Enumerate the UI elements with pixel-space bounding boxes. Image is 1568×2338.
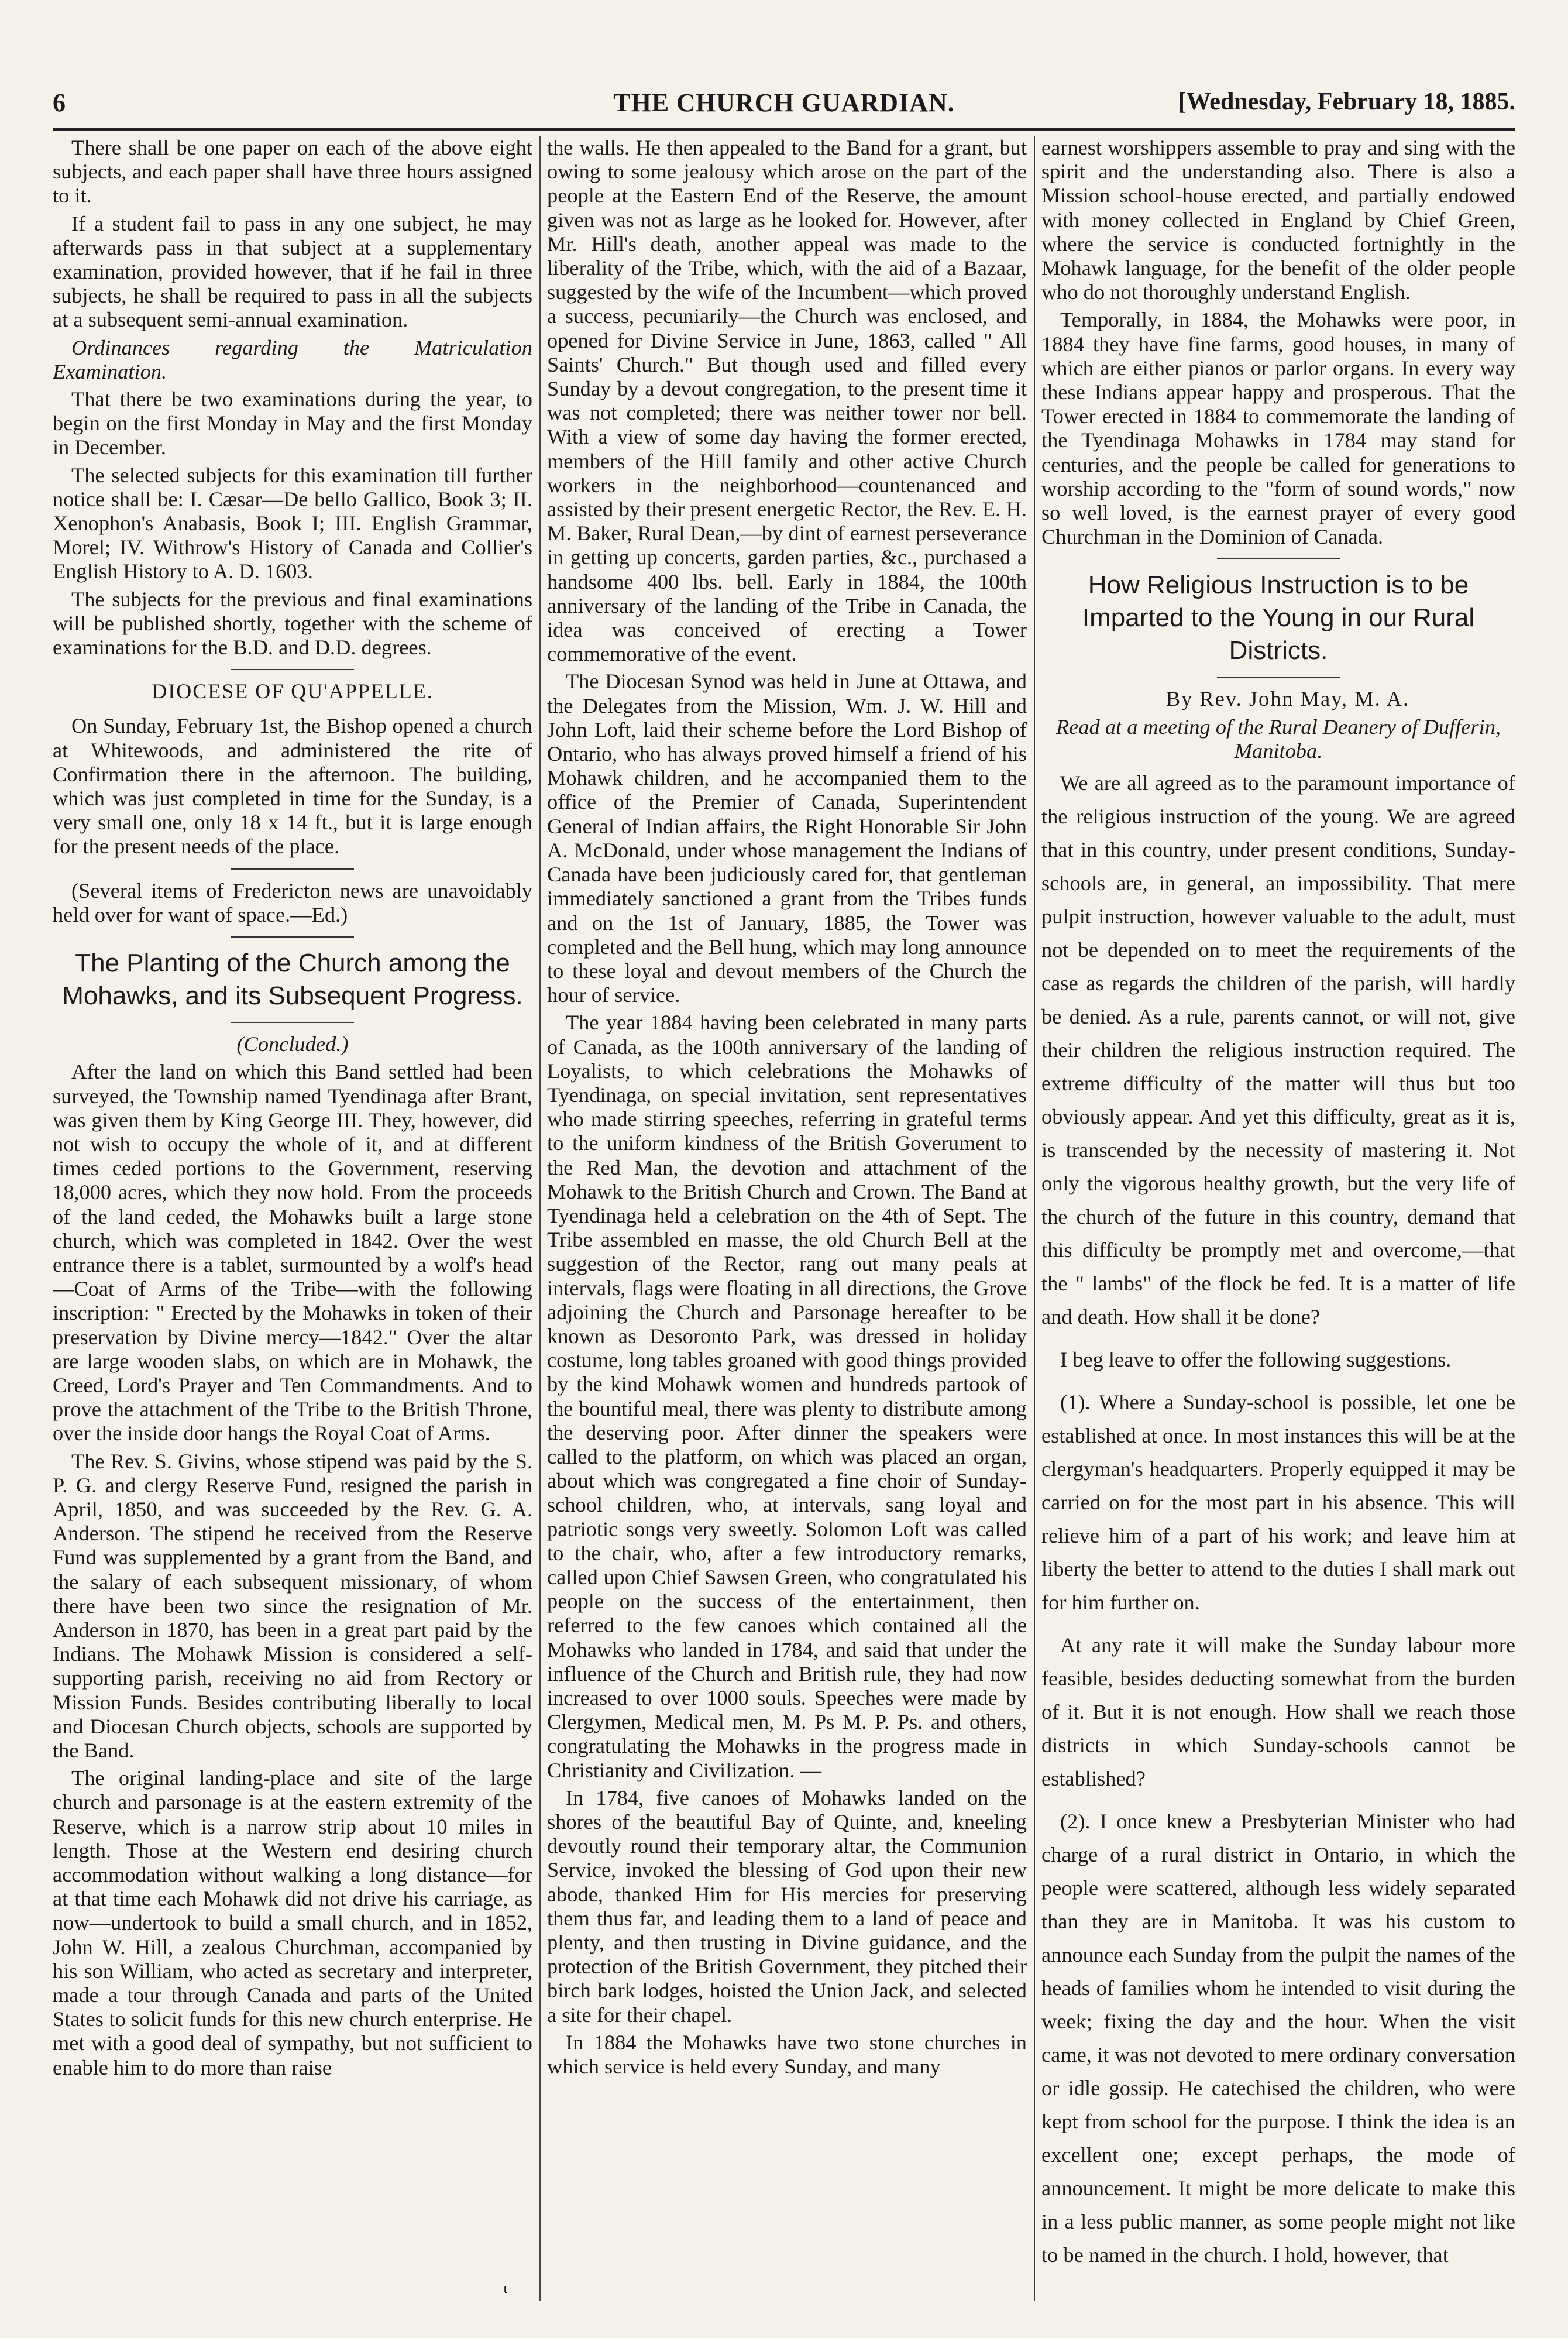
paragraph: In 1884 the Mohawks have two stone churches in which service is held every Sunday, and many: [547, 2030, 1027, 2079]
paper-title: THE CHURCH GUARDIAN.: [613, 88, 955, 117]
issue-date: [Wednesday, February 18, 1885.: [1178, 88, 1515, 115]
column-divider: [539, 136, 541, 2301]
paragraph: There shall be one paper on each of the above eight subjects, and each paper shall have three hours assigned to it.: [53, 136, 532, 208]
paragraph: That there be two examinations during the year, to begin on the first Monday in May and the first Monday in December.: [53, 387, 532, 459]
paragraph: earnest worshippers assemble to pray and sing with the spirit and the understanding also. There is also a Mission school-house erected, and partially endowed with money collected in England by Chief Green, where the service is conducted fortnightly in the Mohawk language, for the benefit of the older people who do not thoroughly understand English.: [1041, 136, 1515, 304]
article-body: [1041, 767, 1515, 2272]
paragraph: After the land on which this Band settled had been surveyed, the Township named Tyendinaga after Brant, was given them by King George III. They, however, did not wish to occupy the whole of it, and at different times ceded portions to the Government, reserving 18,000 acres, which they now hold. From the proceeds of the land ceded, the Mohawks built a large stone church, which was completed in 1842. Over the west entrance there is a tablet, surmounted by a wolf's head—Coat of Arms of the Tribe—with the following inscription: " Erected by the Mohawks in token of their preservation by Divine mercy—1842." Over the altar are large wooden slabs, on which are in Mohawk, the Creed, Lord's Prayer and Ten Commandments. And to prove the attachment of the Tribe to the British Throne, over the inside door hangs the Royal Coat of Arms.: [53, 1060, 532, 1446]
masthead: [53, 88, 1515, 123]
paragraph: The year 1884 having been celebrated in many parts of Canada, as the 100th anniversary of the landing of Loyalists, to which celebrations the Mohawks of Tyendinaga, on special invitation, sent representatives who made stirring speeches, referring in grateful terms to the uniform kindness of the British Goverument to the Red Man, the devotion and attachment of the Mohawk to the British Church and Crown. The Band at Tyendinaga held a celebration on the 4th of Sept. The Tribe assembled en masse, the old Church Bell at the suggestion of the Rector, rang out many peals at intervals, flags were floating in all directions, the Grove adjoining the Church and Parsonage hereafter to be known as Desoronto Park, was dressed in holiday costume, long tables groaned with good things provided by the kind Mohawk women and hundreds partook of the bountiful meal, there was plenty to distribute among the deserving poor. After dinner the speakers were called to the platform, on which was placed an organ, about which was congregated a fine choir of Sunday-school children, who, at intervals, sang loyal and patriotic songs very sweetly. Solomon Loft was called to the chair, who, after a few introductory remarks, called upon Chief Sawsen Green, who congratulated his people on the success of the entertainment, then referred to the few canoes which contained all the Mohawks who landed in 1784, and said that under the influence of the Church and British rule, they had now increased to over 1000 souls. Speeches were made by Clergymen, Medical men, M. Ps M. P. Ps. and others, congratulating the Mohawks in the progress made in Christianity and Civilization. —: [547, 1011, 1027, 1782]
paragraph: The Diocesan Synod was held in June at Ottawa, and the Delegates from the Mission, Wm. J. W. Hill and John Loft, laid their scheme before the Lord Bishop of Ontario, who has always proved himself a friend of his Mohawk children, and he accompanied them to the office of the Premier of Canada, Superintendent General of Indian affairs, the Right Honorable Sir John A. McDonald, under whose management the Indians of Canada have been judiciously cared for, that gentleman immediately sanctioned a grant from the Tribes funds and on the 1st of January, 1885, the Tower was completed and the Bell hung, which may long announce to these loyal and devout members of the Church the hour of service.: [547, 670, 1027, 1007]
paragraph: The subjects for the previous and final examinations will be published shortly, together with the scheme of examinations for the B.D. and D.D. degrees.: [53, 587, 532, 660]
read-at-note: Read at a meeting of the Rural Deanery of Dufferin, Manitoba.: [1055, 715, 1501, 763]
paragraph: If a student fail to pass in any one subject, he may afterwards pass in that subject at a supplementary examination, provided however, that if he fail in three subjects, he shall be required to pass in all the subjects at a subsequent semi-annual examination.: [53, 211, 532, 332]
separator: [231, 1022, 354, 1023]
paragraph: We are all agreed as to the paramount importance of the religious instruction of the young. We are agreed that in this country, under present conditions, Sunday-schools are, in general, an impossibility. That mere pulpit instruction, however valuable to the adult, must not be depended on to meet the requirements of the case as regards the children of the parish, will hardly be denied. As a rule, parents cannot, or will not, give their children the religious instruction required. The extreme difficulty of the matter will thus but too obviously appear. And yet this difficulty, great as it is, is transcended by the necessity of mastering it. Not only the vigorous healthy growth, but the very life of the church of the future in this country, demand that this difficulty be promptly met and overcome,—that the " lambs" of the flock be fed. It is a matter of life and death. How shall it be done?: [1041, 771, 1515, 1329]
paragraph: (Several items of Fredericton news are unavoidably held over for want of space.—Ed.): [53, 878, 532, 926]
paragraph: In 1784, five canoes of Mohawks landed on the shores of the beautiful Bay of Quinte, and, kneeling devoutly round their temporary altar, the Communion Service, invoked the blessing of God upon their new abode, thanked Him for His mercies for preserving them thus far, and leading them to a land of peace and plenty, and then trusting in Divine guidance, and the protection of the British Government, they pitched their birch bark lodges, hoisted the Union Jack, and selected a site for their chapel.: [547, 1786, 1027, 2027]
section-heading: DIOCESE OF QU'APPELLE.: [152, 679, 434, 703]
page-number: 6: [53, 88, 66, 117]
paragraph: (1). Where a Sunday-school is possible, let one be established at once. In most instances this will be at the clergyman's headquarters. Properly equipped it may be carried on for the most part in his absence. This will relieve him of a part of his work; and leave him at liberty the better to attend to the duties I shall mark out for him further on.: [1041, 1391, 1515, 1615]
separator: [1217, 677, 1340, 678]
paragraph: At any rate it will make the Sunday labour more feasible, besides deducting somewhat from the burden of it. But it is not enough. How shall we reach those districts in which Sunday-schools cannot be established?: [1041, 1633, 1515, 1791]
paragraph: the walls. He then appealed to the Band for a grant, but owing to some jealousy which arose on the part of the people at the Eastern End of the Reserve, the amount given was not as large as he looked for. However, after Mr. Hill's death, another appeal was made to the liberality of the Tribe, which, with the aid of a Bazaar, suggested by the wife of the Incumbent—which proved a success, pecuniarily—the Church was enclosed, and opened for Divine Service in June, 1863, called " All Saints' Church." But though used and filled every Sunday by a devout congregation, to the present time it was not completed; there was neither tower nor bell. With a view of some day having the former erected, members of the Hill family and other active Church workers in the neighborhood—countenanced and assisted by their present energetic Rector, the Rev. E. H. M. Baker, Rural Dean,—by dint of earnest perseverance in getting up concerts, garden parties, &c., purchased a handsome 400 lbs. bell. Early in 1884, the 100th anniversary of the landing of the Tribe in Canada, the idea was conceived of erecting a Tower commemorative of the event.: [547, 136, 1027, 666]
header-rule: [53, 128, 1515, 131]
separator: [231, 936, 354, 938]
byline: By Rev. John May, M. A.: [1165, 687, 1410, 711]
paragraph: The original landing-place and site of the large church and parsonage is at the eastern extremity of the Reserve, which is a narrow strip about 10 miles in length. Those at the Western end desiring church accommodation without walking a long distance—for at that time each Mohawk did not drive his carriage, as now—undertook to build a small church, and in 1852, John W. Hill, a zealous Churchman, accompanied by his son William, who acted as secretary and interpreter, made a tour through Canada and parts of the United States to solicit funds for this new church enterprise. He met with a good deal of sympathy, but not sufficient to enable him to do more than raise: [53, 1766, 532, 2079]
separator: [231, 669, 354, 670]
paragraph: Temporally, in 1884, the Mohawks were poor, in 1884 they have fine farms, good houses, in many of which are either pianos or parlor organs. In every way these Indians appear happy and prosperous. That the Tower erected in 1884 to commemorate the landing of the Tyendinaga Mohawks in 1784 may stand for centuries, and the people be called for generations to worship according to the "form of sound words," now so well loved, is the earnest prayer of every good Churchman in the Dominion of Canada.: [1041, 308, 1515, 549]
concluded-note: (Concluded.): [236, 1032, 349, 1056]
column-2: [547, 136, 1027, 2301]
article-headline: The Planting of the Church among the Mohawks, and its Subsequent Progress.: [62, 949, 523, 1011]
paragraph: The Rev. S. Givins, whose stipend was paid by the S. P. G. and clergy Reserve Fund, resigned the parish in April, 1850, and was succeeded by the Rev. G. A. Anderson. The stipend he received from the Reserve Fund was supplemented by a grant from the Band, and the salary of each subsequent missionary, of whom there have been two since the resignation of Mr. Anderson in 1870, has been in a great part paid by the Indians. The Mohawk Mission is considered a self-supporting parish, receiving no aid from Rectory or Mission Funds. Besides contributing liberally to local and Diocesan Church objects, schools are supported by the Band.: [53, 1449, 532, 1762]
paragraph: I beg leave to offer the following suggestions.: [1060, 1348, 1452, 1372]
column-divider: [1034, 136, 1035, 2301]
paragraph: (2). I once knew a Presbyterian Minister who had charge of a rural district in Ontario, in which the people were scattered, although less widely separated than they are in Manitoba. It was his custom to announce each Sunday from the pulpit the names of the heads of families whom he intended to visit during the week; fixing the day and the hour. When the visit came, it was not devoted to mere ordinary conversation or idle gossip. He catechised the children, who were kept from school for the purpose. I think the idea is an excellent one; except perhaps, the mode of announcement. It might be more delicate to make this in a less public manner, as some people might not like to be named in the church. I hold, however, that: [1041, 1810, 1515, 2267]
separator: [1217, 558, 1340, 559]
subheading: Ordinances regarding the Matriculation Examination.: [53, 335, 532, 383]
column-1: [53, 136, 532, 2301]
footer-mark: ɩ: [503, 2279, 507, 2296]
column-3: [1041, 136, 1515, 2301]
separator: [231, 868, 354, 870]
article-headline: How Religious Instruction is to be Imparted to the Young in our Rural Districts.: [1082, 571, 1475, 665]
paragraph: On Sunday, February 1st, the Bishop opened a church at Whitewoods, and administered the rite of Confirmation there in the afternoon. The building, which was just completed in time for the Sunday, is a very small one, only 18 x 14 ft., but it is large enough for the present needs of the place.: [53, 714, 532, 859]
paragraph: The selected subjects for this examination till further notice shall be: I. Cæsar—De bello Gallico, Book 3; II. Xenophon's Anabasis, Book I; III. English Grammar, Morel; IV. Withrow's History of Canada and Collier's English History to A. D. 1603.: [53, 463, 532, 583]
